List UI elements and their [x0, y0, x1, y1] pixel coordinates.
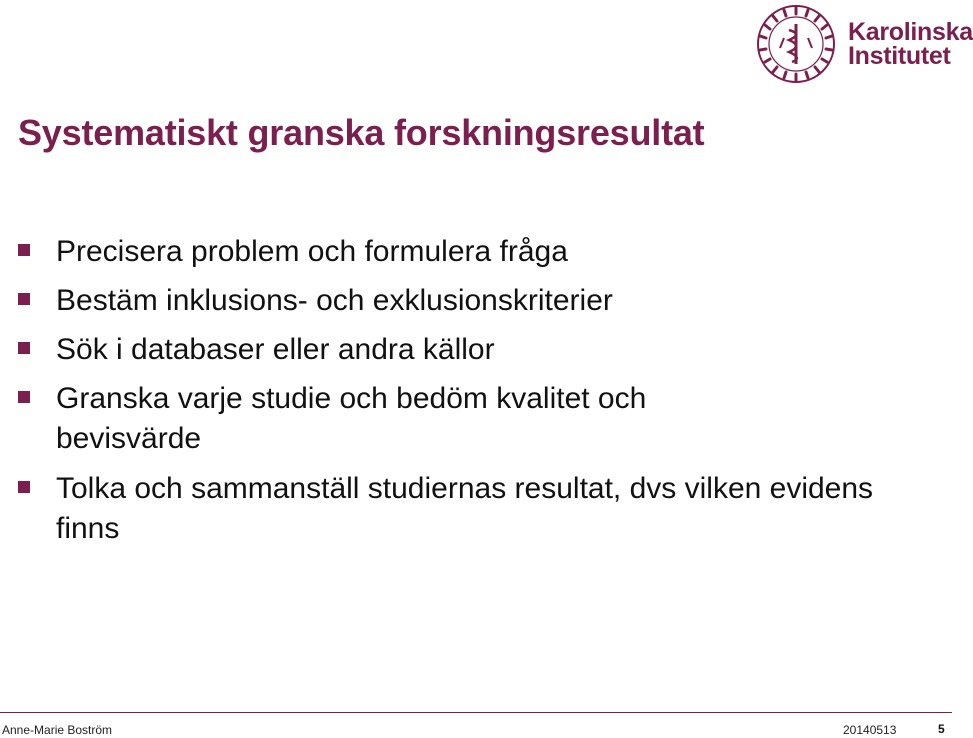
- square-bullet-icon: [18, 244, 30, 256]
- square-bullet-icon: [18, 391, 30, 403]
- bullet-item: [18, 281, 918, 321]
- bullet-text: Sök i databaser eller andra källor: [56, 333, 495, 366]
- footer-divider: [0, 712, 952, 713]
- wordmark-line1: Karolinska: [848, 18, 973, 46]
- bullet-item: [18, 379, 776, 459]
- footer-date: 20140513: [843, 723, 897, 737]
- bullet-text: Precisera problem och formulera fråga: [56, 235, 568, 268]
- bullet-text: Granska varje studie och bedöm kvalitet och bevisvärde: [56, 382, 647, 455]
- slide-title: Systematiskt granska forskningsresultat: [18, 112, 705, 153]
- bullet-text: Bestäm inklusions- och exklusionskriterier: [56, 284, 613, 317]
- bullet-text: Tolka och sammanställ studiernas resultat, dvs vilken evidens finns: [56, 472, 874, 545]
- bullet-list: [18, 232, 918, 559]
- wordmark-line2: Institutet: [848, 42, 951, 70]
- karolinska-seal-icon: [756, 4, 836, 84]
- square-bullet-icon: [18, 342, 30, 354]
- bullet-item: [18, 232, 918, 272]
- karolinska-logo: [756, 4, 973, 84]
- karolinska-wordmark: [848, 20, 973, 68]
- bullet-item: [18, 469, 926, 549]
- footer-author: Anne-Marie Boström: [2, 723, 113, 737]
- square-bullet-icon: [18, 481, 30, 493]
- page-number: 5: [938, 722, 945, 736]
- bullet-item: [18, 330, 918, 370]
- square-bullet-icon: [18, 293, 30, 305]
